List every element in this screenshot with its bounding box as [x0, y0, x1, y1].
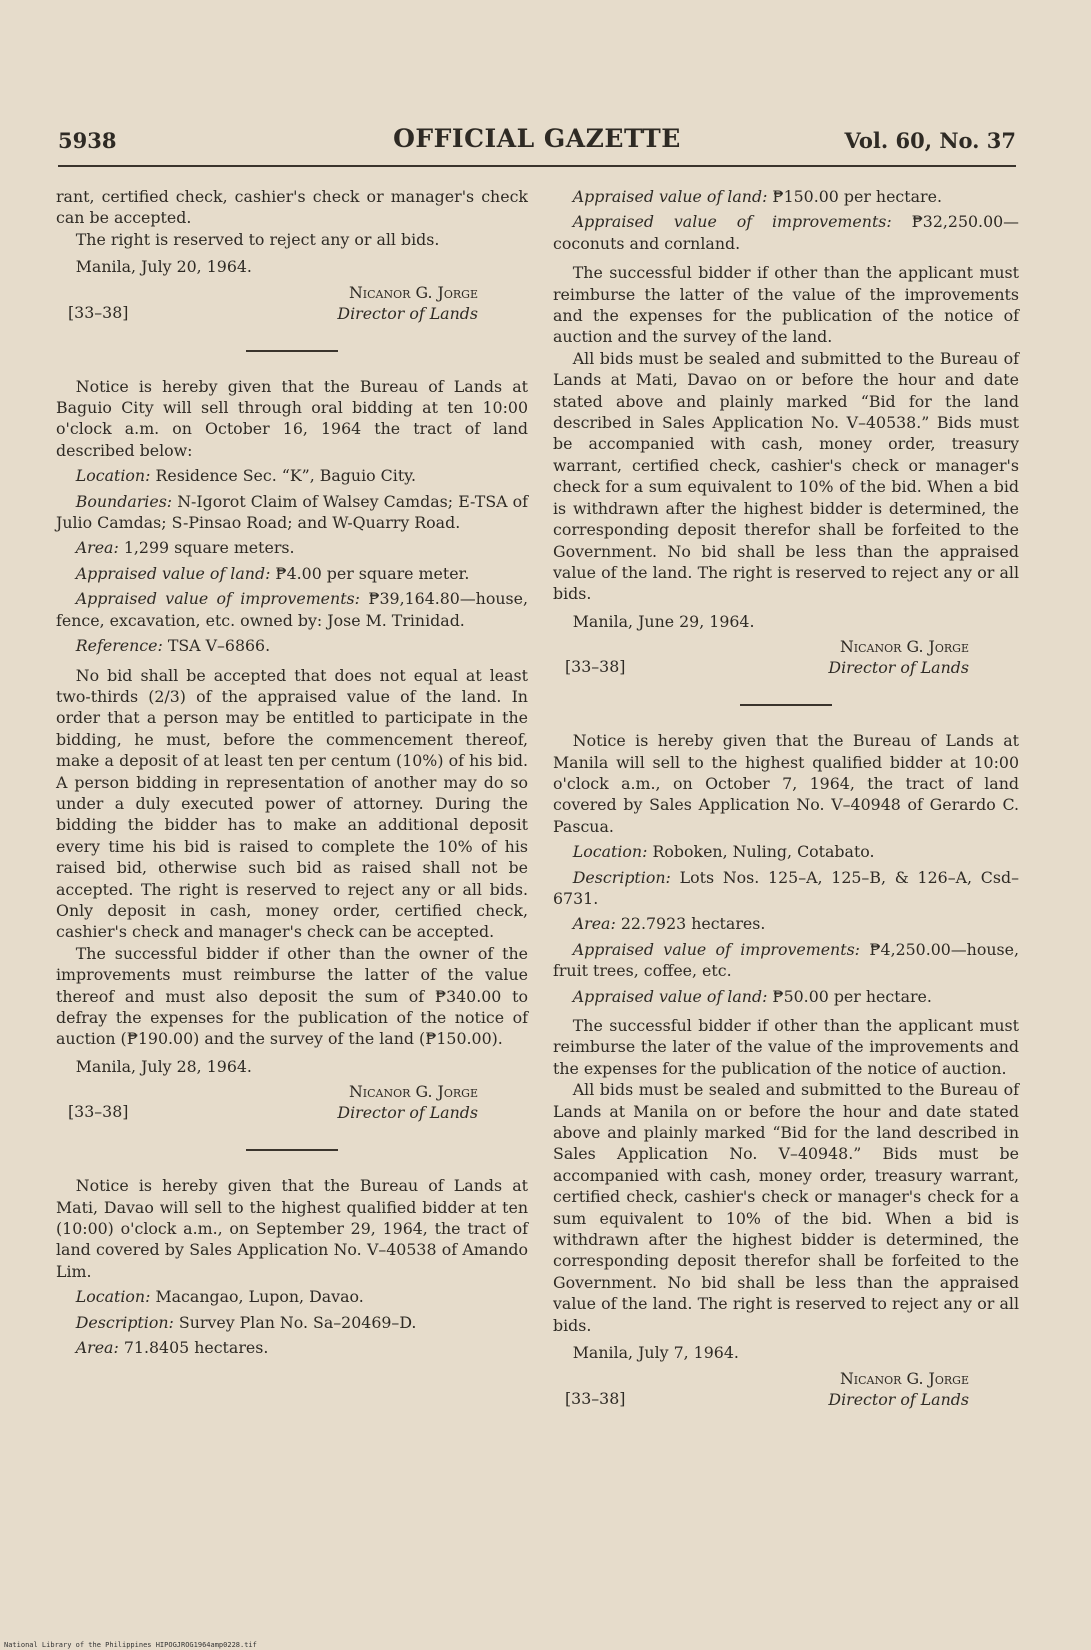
field-value: 22.7923 hectares.: [620, 914, 766, 934]
field-value: 71.8405 hectares.: [123, 1338, 269, 1358]
signature-block: [56, 1081, 528, 1125]
bids-text: All bids must be sealed and submitted to the Bureau of Lands at Manila on or before the hour and date stated above and plainly marked “Bid for the land described in Sales Application No. V–40948.” Bids must be accompanied with cash, money order, treasury warrant, certified check, cashier's check or manager's check for a sum equivalent to 10% of the bid. When a bid is withdrawn after the highest bidder is determined, the corresponding deposit therefor shall be forfeited to the Government. No bid shall be less than the appraised value of the land. The right is reserved to reject any or all bids.: [553, 1080, 1019, 1335]
issue-ref: [33–38]: [68, 1102, 129, 1122]
signer-title: Director of Lands: [828, 658, 969, 678]
issue-ref: [33–38]: [68, 302, 129, 322]
field-label: Area:: [75, 1338, 119, 1358]
field-value: ₱4.00 per square meter.: [275, 563, 470, 583]
signature-block: [56, 282, 528, 326]
improvements-field: [553, 939, 1019, 982]
notice-intro: Notice is hereby given that the Bureau of Lands at Mati, Davao will sell to the highest qualified bidder at ten (10:00) o'clock a.m., on September 29, 1964, the tract of land covered by Sales Application No. V–40538 of Amando Lim.: [56, 1176, 528, 1281]
header-rule: [58, 165, 1016, 167]
location-field: [76, 1286, 528, 1307]
reimbursement-text: The successful bidder if other than the applicant must reimburse the later of the value of the improvements and the expenses for the publication of the notice of auction.: [553, 1016, 1019, 1078]
land-value-field: [573, 986, 1019, 1007]
land-value-field: [573, 186, 1019, 207]
boundaries-field: [56, 491, 528, 534]
signer-title: Director of Lands: [337, 1103, 478, 1123]
continuation-text: rant, certified check, cashier's check or manager's check can be accepted.: [56, 187, 528, 228]
field-label: Appraised value of land:: [572, 187, 768, 206]
description-field: [76, 1312, 528, 1333]
field-label: Area:: [75, 538, 119, 558]
signer-title: Director of Lands: [828, 1389, 969, 1409]
field-label: Reference:: [75, 636, 163, 656]
field-label: Description:: [572, 867, 671, 887]
field-value: Survey Plan No. Sa–20469–D.: [178, 1312, 417, 1332]
field-value: N-Igorot Claim of Walsey Camdas; E-TSA of Julio Camdas; S-Pinsao Road; and W-Quarry Road.: [56, 491, 528, 533]
area-field: [573, 913, 1019, 934]
signer-name: Nicanor G. Jorge: [839, 637, 969, 657]
field-value: ₱150.00 per hectare.: [772, 187, 942, 206]
field-label: Appraised value of improvements:: [75, 589, 360, 609]
field-label: Appraised value of improvements:: [572, 212, 892, 232]
volume-number: Vol. 60, No. 37: [844, 128, 1016, 153]
improvements-field: [553, 211, 1019, 254]
land-value-field: [76, 563, 528, 584]
signer-name: Nicanor G. Jorge: [839, 1368, 969, 1388]
location-field: [573, 841, 1019, 862]
issue-ref: [33–38]: [565, 657, 626, 677]
field-value: ₱39,164.80—house, fence, excavation, etc. owned by: Jose M. Trinidad.: [56, 589, 528, 630]
signature-block: [553, 636, 1019, 680]
field-value: ₱32,250.00—coconuts and cornland.: [553, 212, 1019, 253]
dateline: Manila, July 20, 1964.: [75, 257, 252, 277]
dateline: Manila, June 29, 1964.: [572, 611, 755, 631]
issue-ref: [33–38]: [565, 1388, 626, 1408]
field-value: Residence Sec. “K”, Baguio City.: [155, 466, 417, 486]
field-label: Description:: [75, 1312, 174, 1332]
field-label: Appraised value of land:: [75, 563, 271, 583]
field-value: Macangao, Lupon, Davao.: [155, 1287, 364, 1307]
description-field: [553, 867, 1019, 910]
bidding-terms: No bid shall be accepted that does not equal at least two-thirds (2/3) of the appraised value of the land. In order that a person may be entitled to participate in the bidding, he must, before the commencement thereof, make a deposit of at least ten per centum (10%) of his bid. A person bidding in representation of another may do so under a duly executed power of attorney. During the bidding the bidder has to make an additional deposit every time his bid is raised to complete the 10% of his raised bid, otherwise such bid as raised shall not be accepted. The right is reserved to reject any or all bids. Only deposit in cash, money order, certified check, cashier's check and manager's check can be accepted.: [56, 665, 528, 942]
publication-title: OFFICIAL GAZETTE: [393, 124, 681, 153]
field-label: Appraised value of land:: [572, 986, 768, 1006]
field-label: Location:: [75, 466, 151, 486]
signer-title: Director of Lands: [337, 303, 478, 323]
location-field: [76, 465, 528, 486]
section-divider: [246, 350, 338, 352]
field-label: Location:: [75, 1287, 151, 1307]
page-header: [58, 124, 1016, 164]
area-field: [76, 537, 528, 558]
page-number: 5938: [58, 128, 117, 153]
field-value: TSA V–6866.: [167, 636, 271, 656]
reimbursement-text: The successful bidder if other than the owner of the improvements must reimburse the latter of the value thereof and must also deposit the sum of ₱340.00 to defray the expenses for the publication of the notice of auction (₱190.00) and the survey of the land (₱150.00).: [56, 943, 528, 1049]
field-value: ₱50.00 per hectare.: [772, 986, 932, 1006]
signer-name: Nicanor G. Jorge: [348, 1082, 478, 1102]
reference-field: [76, 635, 528, 656]
signer-name: Nicanor G. Jorge: [348, 282, 478, 302]
field-value: Lots Nos. 125–A, 125–B, & 126–A, Csd–6731.: [553, 867, 1019, 908]
field-label: Area:: [572, 914, 616, 934]
field-label: Boundaries:: [75, 491, 173, 511]
notice-intro: Notice is hereby given that the Bureau of Lands at Manila will sell to the highest qualified bidder at 10:00 o'clock a.m., on October 7, 1964, the tract of land covered by Sales Application No. V–40948 of Gerardo C. Pascua.: [553, 731, 1019, 836]
field-label: Location:: [572, 842, 648, 862]
field-value: ₱4,250.00—house, fruit trees, coffee, etc.: [553, 939, 1019, 981]
area-field: [76, 1337, 528, 1358]
field-value: Roboken, Nuling, Cotabato.: [652, 842, 875, 862]
section-divider: [740, 704, 832, 706]
dateline: Manila, July 7, 1964.: [572, 1343, 739, 1363]
section-divider: [246, 1149, 338, 1151]
improvements-field: [56, 588, 528, 631]
field-value: 1,299 square meters.: [123, 538, 295, 558]
notice-intro: Notice is hereby given that the Bureau of Lands at Baguio City will sell through oral bidding at ten 10:00 o'clock a.m. on October 16, 1964 the tract of land described below:: [56, 376, 528, 460]
bids-text: All bids must be sealed and submitted to the Bureau of Lands at Mati, Davao on or before the hour and date stated above and plainly marked “Bid for the land described in Sales Application No. V–40538.” Bids must be accompanied with cash, money order, treasury warrant, certified check, cashier's check or manager's check for a sum equivalent to 10% of the bid. When a bid is withdrawn after the highest bidder is determined, the corresponding deposit therefor shall be forfeited to the Government. No bid shall be less than the appraised value of the land. The right is reserved to reject any or all bids.: [553, 348, 1019, 604]
scan-footer: National Library of the Philippines HIPOGJROG1964amp0228.tif: [4, 1641, 257, 1649]
reservation-text: The right is reserved to reject any or all bids.: [75, 229, 440, 249]
reimbursement-text: The successful bidder if other than the applicant must reimburse the latter of the value of the improvements and the expenses for the publication of the notice of auction and the survey of the land.: [553, 263, 1019, 347]
signature-block: [553, 1368, 1019, 1412]
dateline: Manila, July 28, 1964.: [75, 1056, 252, 1076]
right-column: [553, 186, 1019, 1412]
field-label: Appraised value of improvements:: [572, 939, 861, 959]
left-column: [56, 186, 528, 1358]
